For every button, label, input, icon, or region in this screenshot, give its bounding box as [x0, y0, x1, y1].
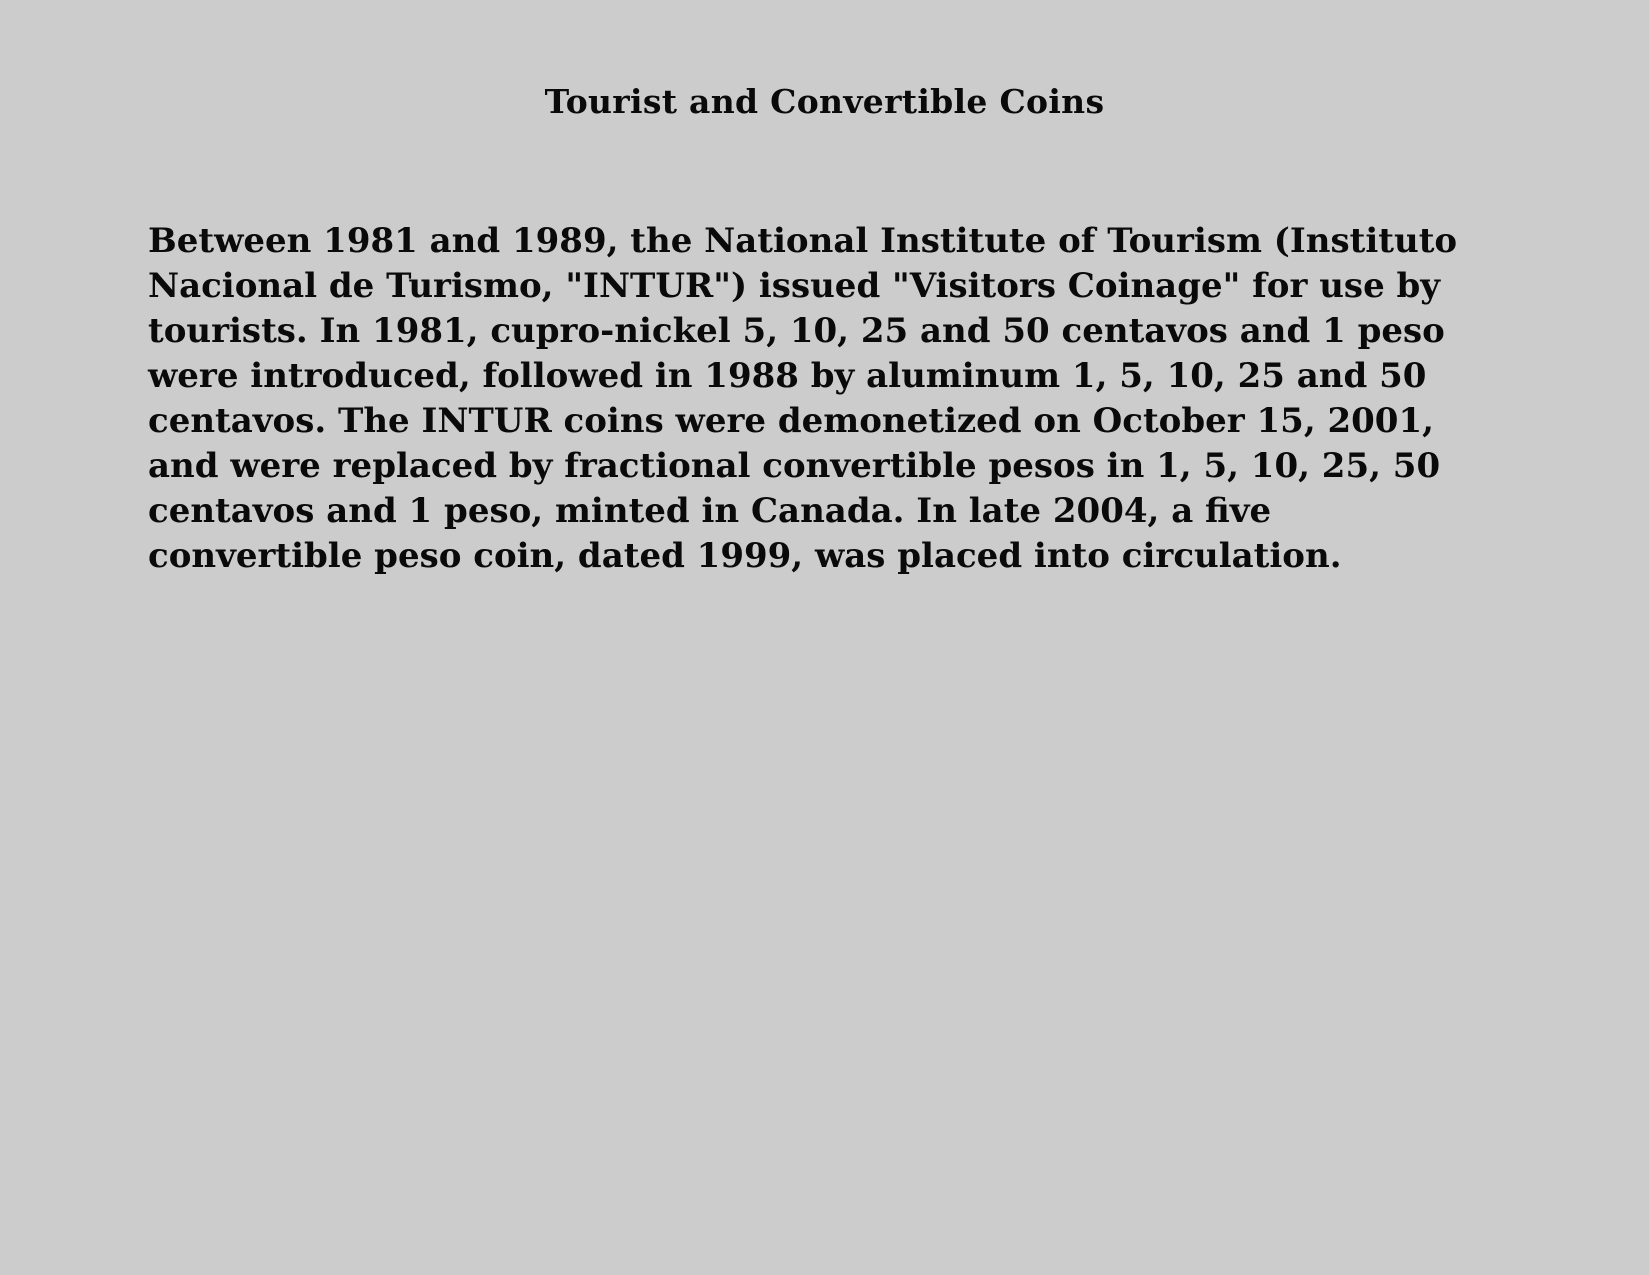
paragraph-line: Nacional de Turismo, "INTUR") issued "Visitors Coinage" for use by: [148, 266, 1441, 306]
paragraph-line: centavos and 1 peso, minted in Canada. In late 2004, a five: [148, 491, 1272, 531]
page-title: Tourist and Convertible Coins: [544, 82, 1105, 121]
paragraph-line: Between 1981 and 1989, the National Institute of Tourism (Instituto: [148, 221, 1458, 261]
paragraph-line: and were replaced by fractional convertible pesos in 1, 5, 10, 25, 50: [148, 446, 1441, 486]
paragraph-line: centavos. The INTUR coins were demonetized on October 15, 2001,: [148, 401, 1434, 441]
paragraph-line: convertible peso coin, dated 1999, was placed into circulation.: [148, 536, 1342, 576]
paragraph-line: tourists. In 1981, cupro-nickel 5, 10, 25 and 50 centavos and 1 peso: [148, 311, 1445, 351]
body-paragraph: [148, 219, 1508, 579]
paragraph-line: were introduced, followed in 1988 by aluminum 1, 5, 10, 25 and 50: [148, 356, 1427, 396]
